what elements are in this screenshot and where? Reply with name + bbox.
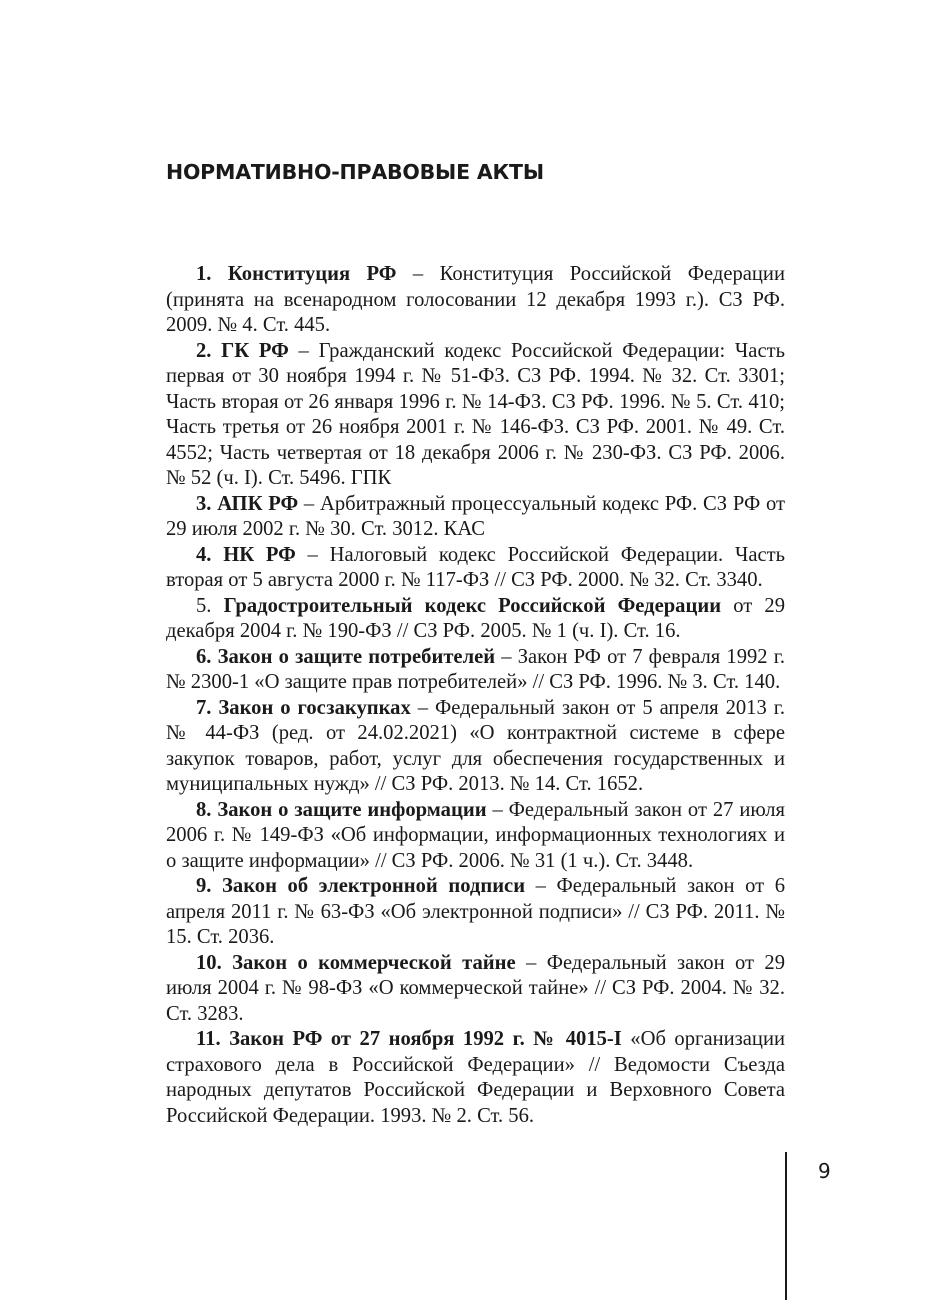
entry-short-name: ГК РФ bbox=[221, 339, 289, 362]
entry-number: 11. bbox=[196, 1028, 221, 1050]
entry-number: 6. bbox=[196, 645, 212, 668]
page-number: 9 bbox=[818, 1159, 831, 1183]
entry-number: 7. bbox=[196, 696, 212, 719]
list-item bbox=[166, 696, 785, 798]
entry-number: 4. bbox=[196, 543, 212, 566]
entry-text: от 29 декабря 2004 г. № 190-ФЗ // СЗ РФ. 2005. № 1 (ч. I). Ст. 16. bbox=[166, 594, 785, 642]
entry-short-name: Конституция РФ bbox=[227, 263, 397, 285]
list-item bbox=[166, 645, 785, 696]
list-item bbox=[166, 594, 785, 645]
entry-short-name: НК РФ bbox=[223, 543, 296, 566]
entry-short-name: Закон об электронной подписи bbox=[222, 875, 526, 897]
entry-number: 5. bbox=[196, 594, 212, 617]
entry-number: 10. bbox=[196, 951, 222, 974]
list-item bbox=[166, 874, 785, 951]
entry-text: – Федеральный закон от 29 июля 2004 г. № 98-ФЗ «О коммерческой тайне» // СЗ РФ. 2004. № 32. Ст. 3283. bbox=[166, 951, 785, 1025]
entry-short-name: АПК РФ bbox=[217, 492, 299, 515]
entry-short-name: Закон о госзакупках bbox=[218, 696, 411, 719]
entry-number: 2. bbox=[196, 339, 212, 362]
entry-text: – Арбитражный процессуальный кодекс РФ. СЗ РФ от 29 июля 2002 г. № 30. Ст. 3012. КАС bbox=[166, 492, 785, 540]
legal-acts-list bbox=[166, 262, 785, 1129]
entry-short-name: Закон РФ от 27 ноября 1992 г. № 4015-I bbox=[229, 1028, 622, 1050]
list-item bbox=[166, 1027, 785, 1129]
entry-text: – Федеральный закон от 5 апреля 2013 г. № 44-ФЗ (ред. от 24.02.2021) «О контрактной системе в сфере закупок товаров, работ, услуг для обеспечения государственных и муниципальных нужд» // СЗ РФ. 2013. № 14. Ст. 1652. bbox=[166, 696, 785, 795]
entry-short-name: Градостроительный кодекс Российской Федерации bbox=[223, 594, 722, 617]
list-item bbox=[166, 543, 785, 594]
entry-text: – Федеральный закон от 6 апреля 2011 г. № 63-ФЗ «Об электронной подписи» // СЗ РФ. 2011. № 15. Ст. 2036. bbox=[166, 875, 785, 948]
entry-text: – Закон РФ от 7 февраля 1992 г. № 2300-1 «О защите прав потребителей» // СЗ РФ. 1996. № 3. Ст. 140. bbox=[166, 645, 785, 693]
entry-text: – Федеральный закон от 27 июля 2006 г. № 149-ФЗ «Об информации, информационных технологиях и о защите информации» // СЗ РФ. 2006. № 31 (1 ч.). Ст. 3448. bbox=[166, 798, 785, 872]
list-item bbox=[166, 951, 785, 1028]
entry-short-name: Закон о защите потребителей bbox=[217, 645, 496, 668]
entry-number: 9. bbox=[196, 875, 212, 897]
list-item bbox=[166, 262, 785, 339]
entry-text: – Гражданский кодекс Российской Федерации: Часть первая от 30 ноября 1994 г. № 51-ФЗ. СЗ РФ. 1994. № 32. Ст. 3301; Часть вторая от 26 января 1996 г. № 14-ФЗ. СЗ РФ. 1996. № 5. Ст. 410; Часть третья от 26 ноября 2001 г. № 146-ФЗ. СЗ РФ. 2001. № 49. Ст. 4552; Часть четвертая от 18 декабря 2006 г. № 230-ФЗ. СЗ РФ. 2006. № 52 (ч. I). Ст. 5496. ГПК bbox=[166, 339, 785, 489]
page-title: НОРМАТИВНО-ПРАВОВЫЕ АКТЫ bbox=[166, 160, 544, 184]
entry-short-name: Закон о защите информации bbox=[217, 798, 487, 821]
list-item bbox=[166, 492, 785, 543]
list-item bbox=[166, 798, 785, 875]
entry-text: «Об организации страхового дела в Российской Федерации» // Ведомости Съезда народных депутатов Российской Федерации и Верховного Совета Российской Федерации. 1993. № 2. Ст. 56. bbox=[166, 1028, 785, 1127]
entry-number: 3. bbox=[196, 492, 212, 515]
entry-number: 8. bbox=[196, 798, 212, 821]
entry-short-name: Закон о коммерческой тайне bbox=[232, 951, 516, 974]
entry-number: 1. bbox=[196, 263, 212, 285]
page-margin-rule bbox=[785, 1152, 787, 1300]
entry-text: – Налоговый кодекс Российской Федерации. Часть вторая от 5 августа 2000 г. № 117-ФЗ // СЗ РФ. 2000. № 32. Ст. 3340. bbox=[166, 543, 785, 591]
entry-text: – Конституция Российской Федерации (принята на всенародном голосовании 12 декабря 1993 г.). СЗ РФ. 2009. № 4. Ст. 445. bbox=[166, 263, 785, 336]
list-item bbox=[166, 339, 785, 492]
